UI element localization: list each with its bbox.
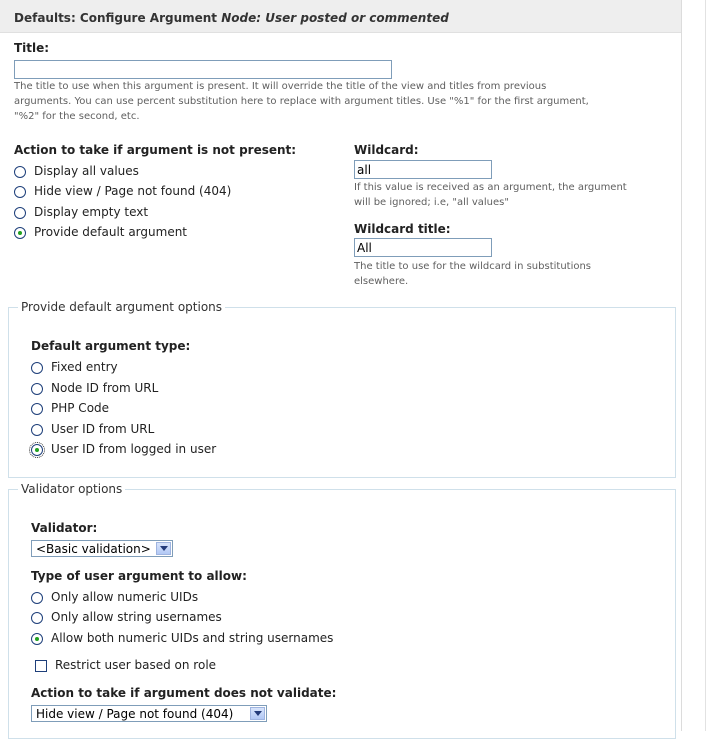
radio-label: Only allow numeric UIDs: [51, 590, 199, 604]
validator-legend: Validator options: [18, 482, 125, 496]
radio-button[interactable]: [31, 612, 43, 624]
wildcard-title-description-line: The title to use for the wildcard in substitutions: [354, 261, 592, 272]
restrict-role-checkbox[interactable]: [35, 660, 47, 672]
radio-button-selected[interactable]: [31, 444, 43, 456]
radio-label: Allow both numeric UIDs and string usernames: [51, 631, 334, 645]
radio-label: PHP Code: [51, 401, 110, 415]
wildcard-title-label: Wildcard title:: [354, 222, 451, 236]
radio-label: Display all values: [34, 164, 139, 178]
radio-button[interactable]: [31, 362, 43, 374]
panel-title-argument: Node: User posted or commented: [221, 11, 449, 25]
title-description-line: The title to use when this argument is present. It will override the title of the view and titles from previous: [14, 81, 547, 92]
fail-action-select-value: Hide view / Page not found (404): [36, 707, 234, 721]
validator-select[interactable]: [31, 540, 173, 557]
default-argument-legend: Provide default argument options: [18, 300, 225, 314]
radio-button[interactable]: [14, 186, 26, 198]
wildcard-description-line: If this value is received as an argument, the argument: [354, 182, 627, 193]
wildcard-title-description-line: elsewhere.: [354, 276, 409, 287]
radio-button[interactable]: [31, 592, 43, 604]
radio-label: Provide default argument: [34, 225, 188, 239]
wildcard-input[interactable]: [354, 160, 492, 179]
radio-button[interactable]: [31, 403, 43, 415]
validator-select-value: <Basic validation>: [36, 542, 151, 556]
radio-button[interactable]: [31, 383, 43, 395]
action-missing-label: Action to take if argument is not present:: [14, 143, 297, 157]
radio-label: Only allow string usernames: [51, 610, 222, 624]
radio-button-selected[interactable]: [31, 633, 43, 645]
page-divider: [705, 0, 706, 731]
radio-button[interactable]: [14, 207, 26, 219]
radio-label: Display empty text: [34, 205, 149, 219]
title-label: Title:: [14, 41, 50, 55]
chevron-down-icon[interactable]: [250, 707, 265, 720]
fail-action-label: Action to take if argument does not validate:: [31, 686, 337, 700]
wildcard-title-description: [354, 259, 674, 289]
radio-label: User ID from logged in user: [51, 442, 217, 456]
radio-button[interactable]: [31, 424, 43, 436]
radio-button-selected[interactable]: [14, 227, 26, 239]
radio-label: Fixed entry: [51, 360, 118, 374]
panel-header: [0, 0, 681, 33]
fail-action-select[interactable]: [31, 705, 267, 722]
user-type-label: Type of user argument to allow:: [31, 569, 247, 583]
default-argument-type-label: Default argument type:: [31, 339, 191, 353]
wildcard-title-input[interactable]: [354, 238, 492, 257]
radio-label: Hide view / Page not found (404): [34, 184, 232, 198]
restrict-role-label: Restrict user based on role: [55, 658, 217, 672]
radio-label: Node ID from URL: [51, 381, 159, 395]
radio-button[interactable]: [14, 166, 26, 178]
title-description: [14, 79, 674, 124]
title-description-line: "%2" for the second, etc.: [14, 111, 140, 122]
validator-label: Validator:: [31, 521, 98, 535]
chevron-down-icon[interactable]: [156, 542, 171, 555]
radio-label: User ID from URL: [51, 422, 155, 436]
wildcard-label: Wildcard:: [354, 143, 419, 157]
title-input[interactable]: [14, 60, 392, 79]
wildcard-description-line: will be ignored; i.e, "all values": [354, 197, 509, 208]
panel-title-prefix: Defaults: Configure Argument: [14, 11, 218, 25]
panel-title: [14, 11, 449, 25]
title-description-line: arguments. You can use percent substitution here to replace with argument titles. Use "%1" for the first argument,: [14, 96, 589, 107]
wildcard-description: [354, 180, 674, 210]
